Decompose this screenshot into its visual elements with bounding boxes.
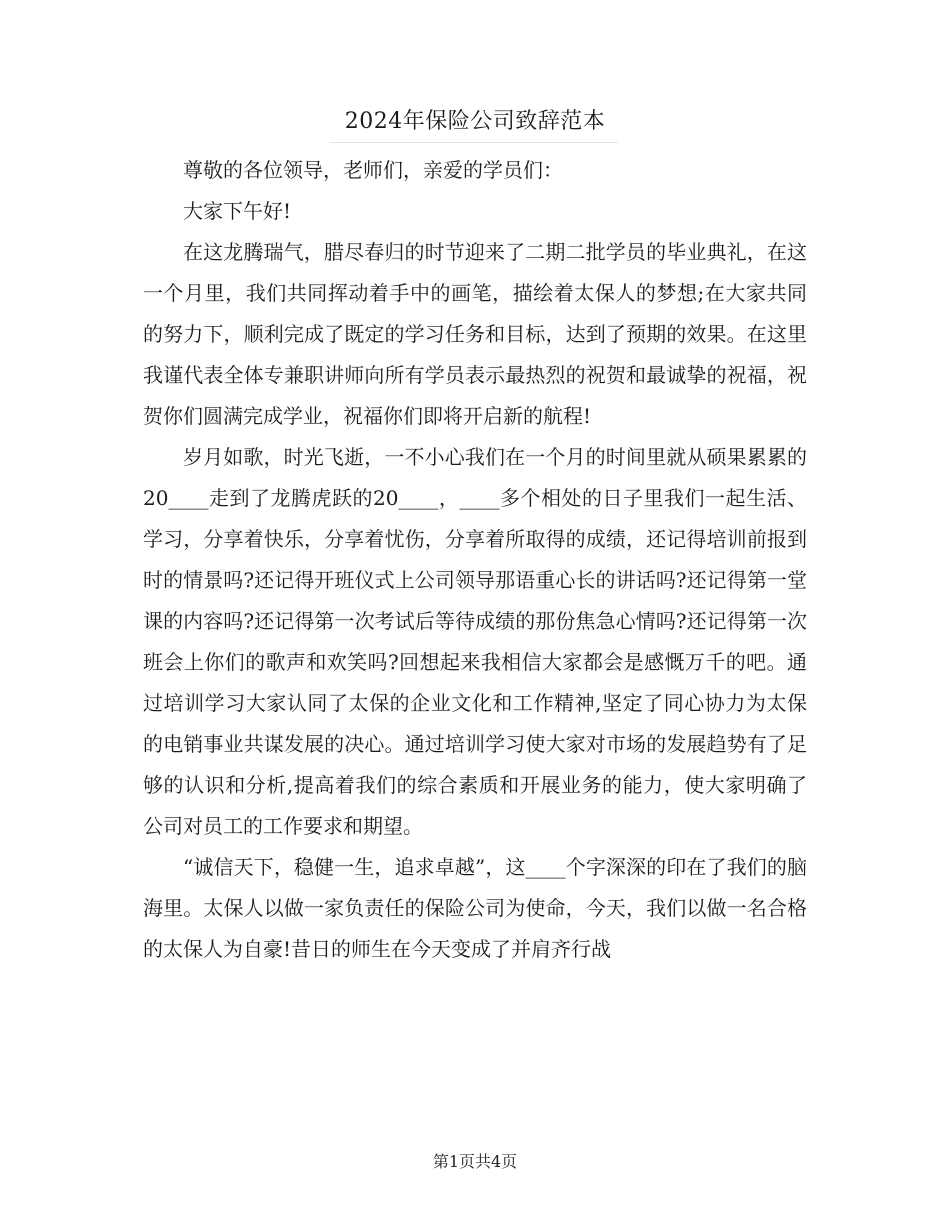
- paragraph-memories: 岁月如歌，时光飞逝，一不小心我们在一个月的时间里就从硕果累累的20____走到了龙腾虎跃的20____，____多个相处的日子里我们一起生活、学习，分享着快乐，分享着忧伤，分享着所取得的成绩，还记得培训前报到时的情景吗?还记得开班仪式上公司领导那语重心长的讲话吗?还记得第一堂课的内容吗?还记得第一次考试后等待成绩的那份焦急心情吗?还记得第一次班会上你们的歌声和欢笑吗?回想起来我相信大家都会是感慨万千的吧。通过培训学习大家认同了太保的企业文化和工作精神,坚定了同心协力为太保的电销事业共谋发展的决心。通过培训学习使大家对市场的发展趋势有了足够的认识和分析,提高着我们的综合素质和开展业务的能力，使大家明确了公司对员工的工作要求和期望。: [143, 445, 807, 838]
- paragraph-motto: “诚信天下，稳健一生，追求卓越”，这____个字深深的印在了我们的脑海里。太保人以做一家负责任的保险公司为使命，今天，我们以做一名合格的太保人为自豪!昔日的师生在今天变成了并肩齐行战: [143, 855, 807, 961]
- paragraph-greeting: 大家下午好!: [183, 199, 292, 223]
- title-underline: [330, 142, 618, 143]
- page-number: 第1页共4页: [432, 1152, 518, 1171]
- document-title: 2024年保险公司致辞范本: [344, 109, 606, 134]
- paragraph-salutation: 尊敬的各位领导，老师们，亲爱的学员们：: [183, 158, 563, 182]
- paragraph-graduation: 在这龙腾瑞气，腊尽春归的时节迎来了二期二批学员的毕业典礼，在这一个月里，我们共同挥动着手中的画笔，描绘着太保人的梦想;在大家共同的努力下，顺利完成了既定的学习任务和目标，达到了预期的效果。在这里我谨代表全体专兼职讲师向所有学员表示最热烈的祝贺和最诚挚的祝福，祝贺你们圆满完成学业，祝福你们即将开启新的航程!: [143, 240, 807, 428]
- document-body: [143, 150, 807, 970]
